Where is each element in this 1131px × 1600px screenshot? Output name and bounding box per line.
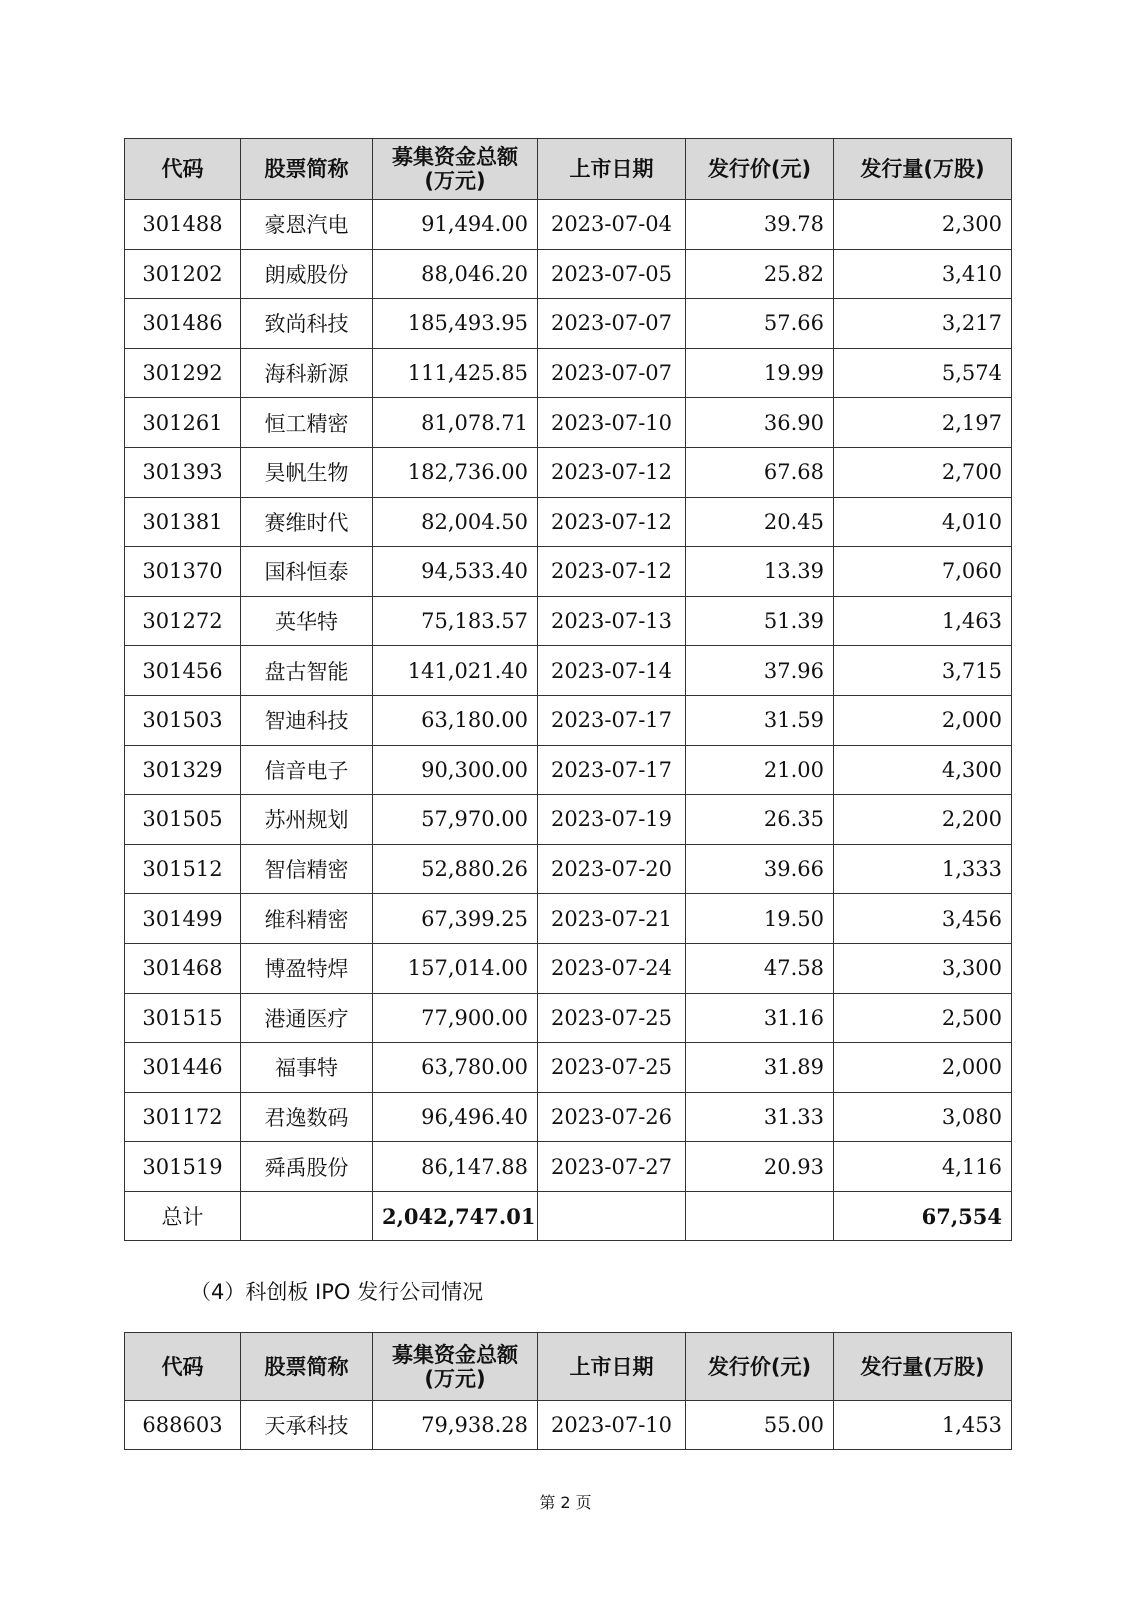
table-row	[125, 547, 1012, 597]
cell-name: 智迪科技	[241, 695, 373, 745]
cell-date: 2023-07-17	[538, 695, 686, 745]
cell-price: 36.90	[686, 398, 834, 448]
table-row	[125, 695, 1012, 745]
cell-code: 301381	[125, 497, 241, 547]
table-row	[125, 795, 1012, 845]
cell-name: 恒工精密	[241, 398, 373, 448]
cell-code: 301261	[125, 398, 241, 448]
cell-amount: 157,014.00	[373, 943, 538, 993]
table-row	[125, 1142, 1012, 1192]
cell-shares: 2,000	[834, 695, 1012, 745]
table-row	[125, 844, 1012, 894]
total-amount: 2,042,747.01	[373, 1191, 538, 1241]
cell-price: 57.66	[686, 299, 834, 349]
total-date-empty	[538, 1191, 686, 1241]
cell-amount: 81,078.71	[373, 398, 538, 448]
cell-price: 39.78	[686, 200, 834, 250]
total-label: 总计	[125, 1191, 241, 1241]
cell-price: 39.66	[686, 844, 834, 894]
cell-name: 昊帆生物	[241, 447, 373, 497]
cell-amount: 94,533.40	[373, 547, 538, 597]
cell-amount: 75,183.57	[373, 596, 538, 646]
gem-ipo-table-body	[125, 200, 1012, 1192]
table-row	[125, 993, 1012, 1043]
header-shares: 发行量(万股)	[834, 1333, 1012, 1401]
cell-price: 37.96	[686, 646, 834, 696]
cell-date: 2023-07-05	[538, 249, 686, 299]
cell-name: 豪恩汽电	[241, 200, 373, 250]
cell-amount: 141,021.40	[373, 646, 538, 696]
header-code: 代码	[125, 139, 241, 200]
cell-date: 2023-07-20	[538, 844, 686, 894]
section-heading: （4）科创板 IPO 发行公司情况	[190, 1280, 484, 1304]
cell-date: 2023-07-21	[538, 894, 686, 944]
cell-amount: 52,880.26	[373, 844, 538, 894]
cell-code: 301202	[125, 249, 241, 299]
cell-date: 2023-07-12	[538, 547, 686, 597]
cell-code: 301456	[125, 646, 241, 696]
table-row	[125, 1092, 1012, 1142]
star-market-ipo-table	[124, 1332, 1012, 1450]
cell-name: 赛维时代	[241, 497, 373, 547]
header-date: 上市日期	[538, 1333, 686, 1401]
cell-shares: 2,197	[834, 398, 1012, 448]
cell-shares: 4,116	[834, 1142, 1012, 1192]
header-amount-line1: 募集资金总额	[392, 145, 518, 169]
cell-code: 301370	[125, 547, 241, 597]
cell-amount: 57,970.00	[373, 795, 538, 845]
cell-amount: 79,938.28	[373, 1401, 538, 1450]
cell-name: 天承科技	[241, 1401, 373, 1450]
cell-date: 2023-07-27	[538, 1142, 686, 1192]
cell-date: 2023-07-26	[538, 1092, 686, 1142]
cell-shares: 3,080	[834, 1092, 1012, 1142]
cell-amount: 111,425.85	[373, 348, 538, 398]
cell-price: 19.50	[686, 894, 834, 944]
table-row	[125, 249, 1012, 299]
cell-shares: 4,300	[834, 745, 1012, 795]
cell-name: 苏州规划	[241, 795, 373, 845]
header-amount-line2: (万元)	[424, 1366, 486, 1391]
cell-code: 301488	[125, 200, 241, 250]
cell-shares: 3,456	[834, 894, 1012, 944]
header-amount-line1: 募集资金总额	[392, 1342, 518, 1367]
cell-code: 301515	[125, 993, 241, 1043]
cell-amount: 182,736.00	[373, 447, 538, 497]
table-row	[125, 1401, 1012, 1450]
cell-date: 2023-07-12	[538, 447, 686, 497]
header-name: 股票简称	[241, 1333, 373, 1401]
cell-amount: 185,493.95	[373, 299, 538, 349]
header-date: 上市日期	[538, 139, 686, 200]
cell-shares: 2,200	[834, 795, 1012, 845]
cell-shares: 3,217	[834, 299, 1012, 349]
cell-date: 2023-07-10	[538, 1401, 686, 1450]
cell-amount: 63,780.00	[373, 1043, 538, 1093]
cell-date: 2023-07-13	[538, 596, 686, 646]
cell-date: 2023-07-25	[538, 1043, 686, 1093]
star-market-ipo-table-body	[125, 1401, 1012, 1450]
cell-name: 朗威股份	[241, 249, 373, 299]
cell-code: 301486	[125, 299, 241, 349]
cell-code: 301446	[125, 1043, 241, 1093]
cell-price: 31.33	[686, 1092, 834, 1142]
table-row	[125, 348, 1012, 398]
cell-shares: 5,574	[834, 348, 1012, 398]
table-row	[125, 200, 1012, 250]
cell-price: 55.00	[686, 1401, 834, 1450]
table-row	[125, 894, 1012, 944]
total-price-empty	[686, 1191, 834, 1241]
cell-shares: 2,000	[834, 1043, 1012, 1093]
cell-date: 2023-07-14	[538, 646, 686, 696]
cell-shares: 3,715	[834, 646, 1012, 696]
cell-code: 301272	[125, 596, 241, 646]
cell-name: 港通医疗	[241, 993, 373, 1043]
cell-amount: 67,399.25	[373, 894, 538, 944]
cell-name: 博盈特焊	[241, 943, 373, 993]
cell-code: 688603	[125, 1401, 241, 1450]
total-name-empty	[241, 1191, 373, 1241]
cell-shares: 1,333	[834, 844, 1012, 894]
cell-amount: 91,494.00	[373, 200, 538, 250]
cell-shares: 7,060	[834, 547, 1012, 597]
cell-name: 君逸数码	[241, 1092, 373, 1142]
cell-amount: 86,147.88	[373, 1142, 538, 1192]
cell-price: 21.00	[686, 745, 834, 795]
cell-amount: 90,300.00	[373, 745, 538, 795]
page-number: 第 2 页	[539, 1493, 592, 1512]
cell-name: 盘古智能	[241, 646, 373, 696]
cell-price: 25.82	[686, 249, 834, 299]
table-row	[125, 943, 1012, 993]
cell-price: 31.59	[686, 695, 834, 745]
cell-price: 20.93	[686, 1142, 834, 1192]
cell-shares: 2,700	[834, 447, 1012, 497]
cell-code: 301505	[125, 795, 241, 845]
table-header-row	[125, 139, 1012, 200]
cell-name: 智信精密	[241, 844, 373, 894]
cell-amount: 88,046.20	[373, 249, 538, 299]
table-row	[125, 596, 1012, 646]
cell-name: 福事特	[241, 1043, 373, 1093]
cell-shares: 2,500	[834, 993, 1012, 1043]
cell-code: 301172	[125, 1092, 241, 1142]
table-row	[125, 447, 1012, 497]
cell-name: 信音电子	[241, 745, 373, 795]
cell-date: 2023-07-25	[538, 993, 686, 1043]
table-row	[125, 745, 1012, 795]
cell-shares: 1,453	[834, 1401, 1012, 1450]
cell-code: 301393	[125, 447, 241, 497]
cell-shares: 3,410	[834, 249, 1012, 299]
cell-price: 20.45	[686, 497, 834, 547]
header-price: 发行价(元)	[686, 139, 834, 200]
cell-code: 301519	[125, 1142, 241, 1192]
cell-price: 51.39	[686, 596, 834, 646]
cell-price: 26.35	[686, 795, 834, 845]
cell-name: 维科精密	[241, 894, 373, 944]
cell-name: 致尚科技	[241, 299, 373, 349]
cell-code: 301468	[125, 943, 241, 993]
cell-price: 31.89	[686, 1043, 834, 1093]
cell-shares: 3,300	[834, 943, 1012, 993]
cell-code: 301292	[125, 348, 241, 398]
total-shares: 67,554	[834, 1191, 1012, 1241]
header-shares: 发行量(万股)	[834, 139, 1012, 200]
cell-code: 301499	[125, 894, 241, 944]
header-amount-line2: (万元)	[424, 169, 486, 193]
cell-date: 2023-07-12	[538, 497, 686, 547]
cell-shares: 2,300	[834, 200, 1012, 250]
cell-amount: 96,496.40	[373, 1092, 538, 1142]
cell-date: 2023-07-10	[538, 398, 686, 448]
cell-shares: 1,463	[834, 596, 1012, 646]
cell-price: 67.68	[686, 447, 834, 497]
cell-name: 国科恒泰	[241, 547, 373, 597]
cell-price: 19.99	[686, 348, 834, 398]
cell-name: 英华特	[241, 596, 373, 646]
table-row	[125, 1043, 1012, 1093]
cell-date: 2023-07-07	[538, 348, 686, 398]
gem-ipo-table	[124, 138, 1012, 1241]
header-amount	[373, 1333, 538, 1401]
cell-price: 13.39	[686, 547, 834, 597]
cell-amount: 63,180.00	[373, 695, 538, 745]
table-row	[125, 646, 1012, 696]
table-row	[125, 497, 1012, 547]
table-row	[125, 299, 1012, 349]
cell-name: 舜禹股份	[241, 1142, 373, 1192]
cell-price: 31.16	[686, 993, 834, 1043]
cell-code: 301503	[125, 695, 241, 745]
header-price: 发行价(元)	[686, 1333, 834, 1401]
cell-date: 2023-07-07	[538, 299, 686, 349]
cell-date: 2023-07-17	[538, 745, 686, 795]
cell-amount: 77,900.00	[373, 993, 538, 1043]
cell-shares: 4,010	[834, 497, 1012, 547]
cell-price: 47.58	[686, 943, 834, 993]
total-row	[125, 1191, 1012, 1241]
cell-code: 301329	[125, 745, 241, 795]
cell-date: 2023-07-24	[538, 943, 686, 993]
table-row	[125, 398, 1012, 448]
cell-code: 301512	[125, 844, 241, 894]
header-name: 股票简称	[241, 139, 373, 200]
table-header-row	[125, 1333, 1012, 1401]
cell-date: 2023-07-19	[538, 795, 686, 845]
header-amount	[373, 139, 538, 200]
cell-name: 海科新源	[241, 348, 373, 398]
cell-amount: 82,004.50	[373, 497, 538, 547]
header-code: 代码	[125, 1333, 241, 1401]
cell-date: 2023-07-04	[538, 200, 686, 250]
